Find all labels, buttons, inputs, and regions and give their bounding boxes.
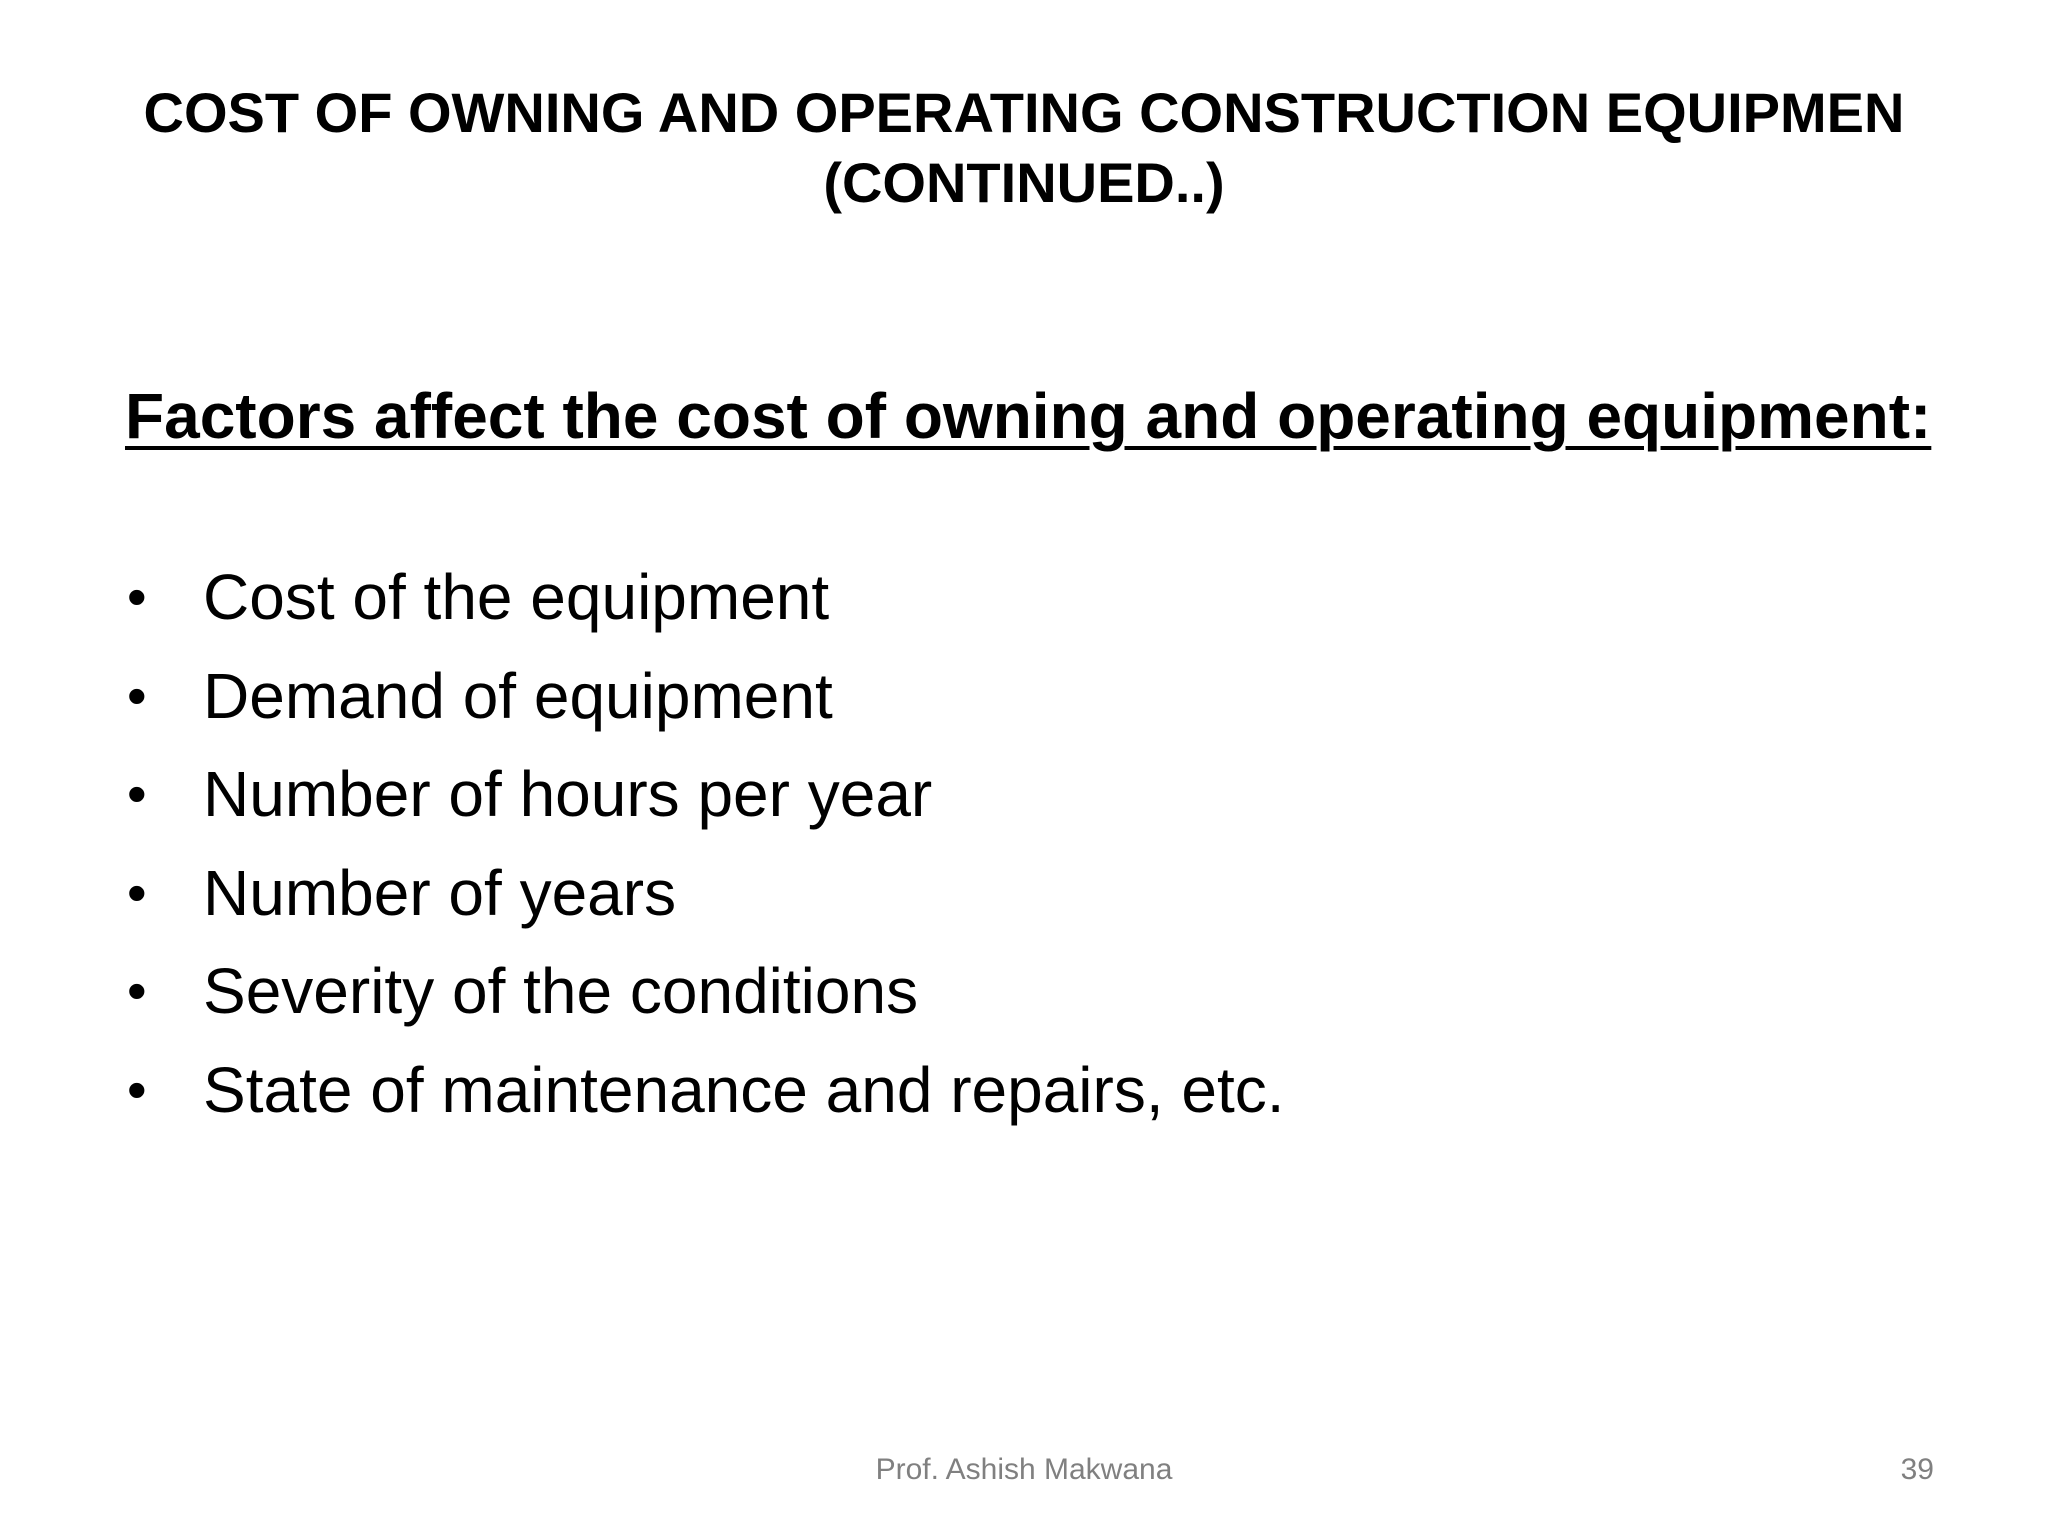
bullet-text: Demand of equipment	[203, 659, 833, 732]
bullet-text: Severity of the conditions	[203, 955, 919, 1027]
bullet-list	[125, 548, 1285, 1139]
bullet-icon: •	[127, 959, 147, 1022]
bullet-icon: •	[127, 1057, 147, 1121]
slide-title-line-1: COST OF OWNING AND OPERATING CONSTRUCTION EQUIPMEN	[143, 81, 1905, 144]
section-heading: Factors affect the cost of owning and operating equipment:	[125, 380, 1932, 452]
bullet-icon: •	[127, 860, 147, 924]
slide-title	[110, 78, 1938, 218]
footer-author: Prof. Ashish Makwana	[875, 1453, 1173, 1486]
bullet-item	[125, 942, 1285, 1041]
bullet-text: State of maintenance and repairs, etc.	[203, 1053, 1285, 1126]
bullet-text: Number of hours per year	[203, 758, 933, 830]
bullet-item	[125, 548, 1285, 647]
bullet-item	[125, 647, 1285, 746]
bullet-item	[125, 844, 1285, 943]
bullet-icon: •	[127, 762, 147, 825]
bullet-item	[125, 1041, 1285, 1140]
bullet-icon: •	[127, 565, 147, 628]
page-number: 39	[1900, 1453, 1934, 1486]
bullet-text: Cost of the equipment	[203, 561, 830, 633]
bullet-text: Number of years	[203, 856, 677, 929]
bullet-item	[125, 745, 1285, 844]
slide-title-line-2: (CONTINUED..)	[823, 151, 1225, 214]
bullet-icon: •	[127, 663, 147, 727]
